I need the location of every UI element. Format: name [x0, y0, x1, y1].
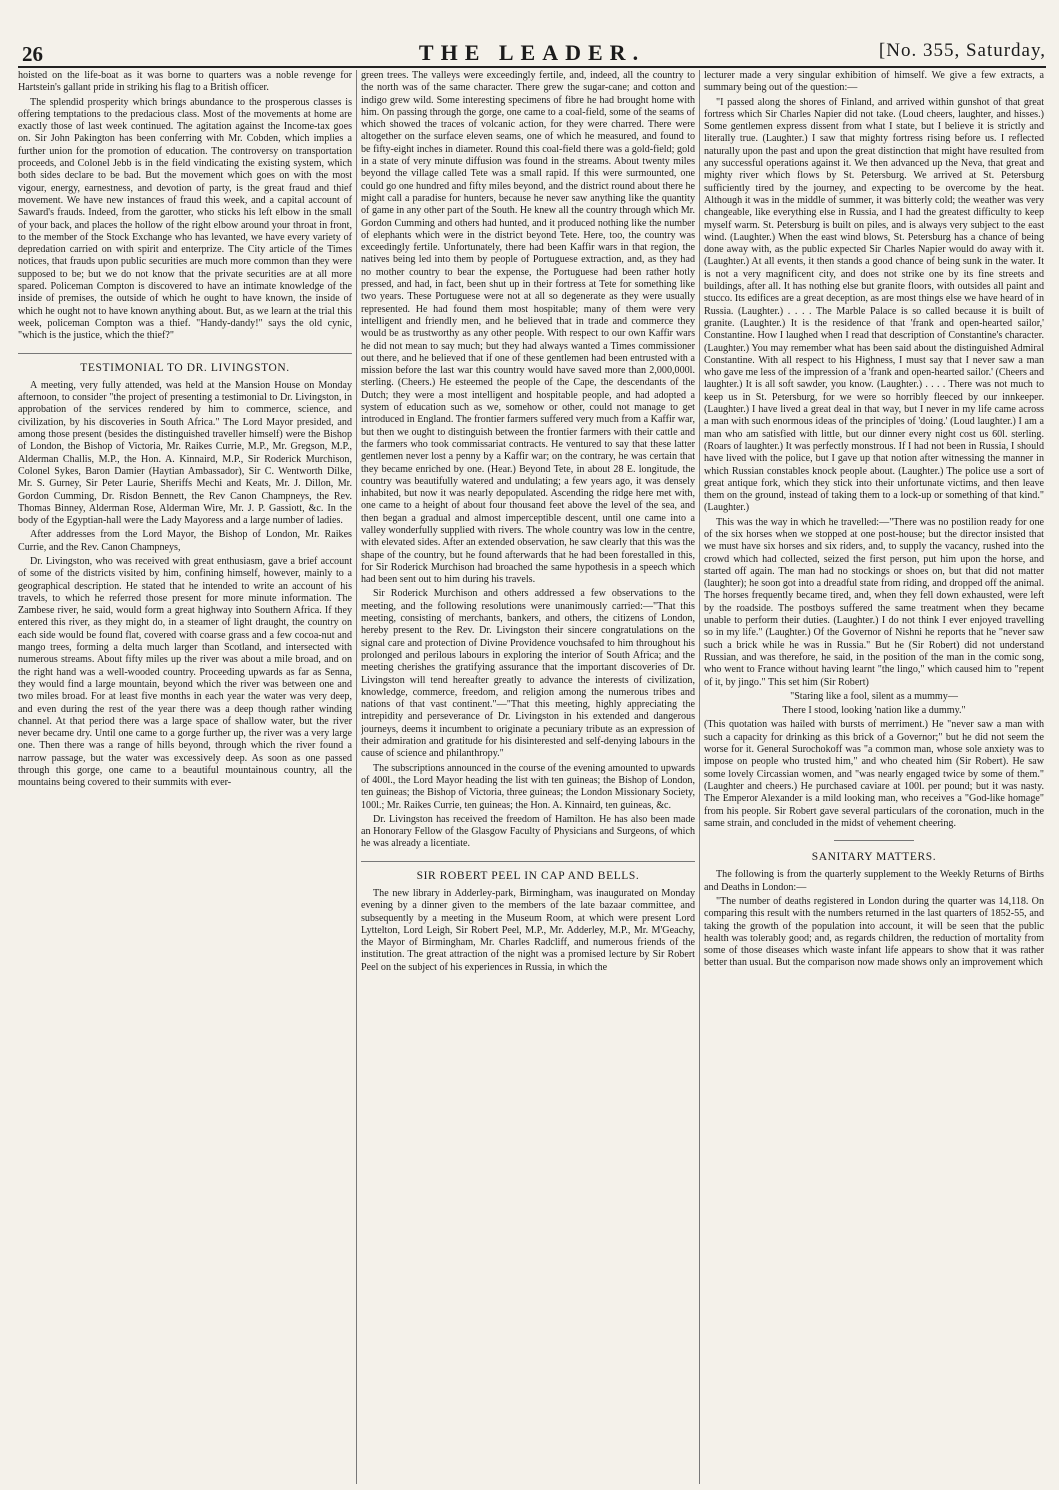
masthead: THE LEADER. — [418, 40, 646, 65]
section-title-sanitary: SANITARY MATTERS. — [811, 851, 937, 864]
article-paragraph: The subscriptions announced in the course of the evening amounted to upwards of 400l., the Lord Mayor heading the list with ten guineas; the Bishop of London, ten guineas; the Bishop of Victoria, three guineas; the London Missionary Society, 100l.; Mr. Raikes Currie, ten guineas; the Hon. A. Kinnaird, ten guineas, &c. — [361, 762, 695, 811]
page-header — [18, 40, 1046, 68]
article-paragraph: (This quotation was hailed with bursts of merriment.) He "never saw a man with such a capacity for drinking as this brick of a Governor;" but he did not seem the worse for it. General Surochokoff was "a common man, whose sole anxiety was to impose on people who trusted him," and who cheated him (Sir Robert). He saw some lovely Circassian women, and "was nearly engaged twice by some of them." (Laughter and cheers.) He purchased caviare at 100l. per pound; but it was nasty. The Emperor Alexander is a mild looking man, who receives a "God-like homage" from his people. Sir Robert gave several particulars of the coronation, much in the same strain, and concluded in the midst of vehement cheering. — [704, 719, 1044, 829]
article-paragraph: hoisted on the life-boat as it was borne to quarters was a noble revenge for Hartstein's gallant pride in striking his flag to a British officer. — [18, 70, 352, 94]
section-title-peel: SIR ROBERT PEEL IN CAP AND BELLS. — [361, 861, 695, 882]
section-divider — [834, 840, 914, 841]
article-paragraph: A meeting, very fully attended, was held at the Mansion House on Monday afternoon, to consider "the project of presenting a testimonial to Dr. Livingston, in approbation of the services rendered by him to commerce, science, and civilization, by his discoveries in South Africa." The Lord Mayor presided, and among those present (besides the distinguished traveller himself) were the Bishop of London, the Bishop of Victoria, Mr. Raikes Currie, M.P., Mr. Gregson, M.P., Alderman Challis, M.P., the Hon. A. Kinnaird, M.P., Sir Roderick Murchison, Colonel Sykes, Baron Damier (Haytian Ambassador), Sir C. Wentworth Dilke, Mr. S. Gurney, Sir Peter Laurie, Sheriffs Mechi and Keats, Mr. J. Dillon, Mr. Gordon Cumming, Dr. Risdon Bennett, the Rev Canon Champneys, the Rev. Thomas Binney, Alderman Rose, Alderman Wire, Mr. J. P. Gassiott, &c. In the body of the Egyptian-hall were the Lady Mayoress and a large number of ladies. — [18, 379, 352, 527]
column-3 — [704, 70, 1044, 1484]
column-rule — [699, 70, 700, 1484]
verse-line: "Staring like a fool, silent as a mummy— — [790, 690, 958, 702]
article-paragraph: Dr. Livingston has received the freedom of Hamilton. He has also been made an Honorary Fellow of the Glasgow Faculty of Physicians and Surgeons, of which he was already a licentiate. — [361, 813, 695, 850]
article-paragraph: "The number of deaths registered in London during the quarter was 14,118. On comparing this result with the numbers returned in the last quarters of 1852-55, and taking the growth of the population into account, it will be seen that the public health was tolerably good; and, as regards children, the reduction of mortality from some of those diseases which waste infant life appears to show that it was rather better than usual. But the comparison now made shows only an improvement which — [704, 896, 1044, 969]
article-paragraph: Dr. Livingston, who was received with great enthusiasm, gave a brief account of some of the districts visited by him, confining himself, however, mainly to a geographical description. He stated that he intended to write an account of his travels, to which he referred those present for more minute information. The Zambese river, he said, would form a great highway into Southern Africa. If they entered this river, as they might do, in a steamer of light draught, the country on each side would be found flat, covered with coarse grass and a few cocoa-nut and mango trees, forming a delta much larger than Scotland, and intersected with numerous streams. About fifty miles up the river was about a mile broad, and on the right hand was a well-wooded country. Proceeding upwards as far as Senna, they would find a large mountain, beyond which the river was between one and two miles broad. For at least five months in each year the water was very deep, and even during the rest of the year there was a deep though rather winding channel. At that period there was a large space of shallow water, but the river never became dry. Until one came to a gorge further up, the river was a very large one. Then there was a range of hills beyond, through which the river found a narrow passage, but the water was excessively deep. As soon as one passed through this gorge, one came to a beautiful mountainous country, all the mountains being covered to their summits with ever- — [18, 555, 352, 789]
column-2 — [361, 70, 695, 1484]
issue-label: [No. 355, Saturday, — [878, 40, 1046, 61]
article-paragraph: The following is from the quarterly supplement to the Weekly Returns of Births and Deaths in London:— — [704, 869, 1044, 893]
column-1 — [18, 70, 352, 1484]
article-paragraph: Sir Roderick Murchison and others addressed a few observations to the meeting, and the following resolutions were unanimously carried:—"That this meeting, consisting of merchants, bankers, and others, the citizens of London, hereby present to the Rev. Dr. Livingston their sincere congratulations on the signal care and protection of Divine Providence vouchsafed to him throughout his prolonged and perilous labours in exploring the interior of South Africa; and the meeting cherishes the gratifying assurance that the important discoveries of Dr. Livingston will tend hereafter greatly to advance the interests of civilization, knowledge, commerce, freedom, and religion among the numerous tribes and nations of that vast continent."—"That this meeting, highly appreciating the intrepidity and perseverance of Dr. Livingston in his extended and dangerous journeys, deems it incumbent to originate a pecuniary tribute as an expression of their admiration and gratitude for his disinterested and self-denying labours in the cause of science and philanthropy." — [361, 588, 695, 760]
verse-line: There I stood, looking 'nation like a dummy." — [782, 705, 966, 717]
article-paragraph: The splendid prosperity which brings abundance to the prosperous classes is offering temptations to the predacious class. Most of the movements at home are exactly those of last week continued. The agitation against the Income-tax goes on. Sir John Pakington has been conferring with Mr. Cobden, which implies a further union for the promotion of education. The controversy on transportation proceeds, and Colonel Jebb is in the field vindicating the existing system, which both sides declare to be bad. But the movement which goes on with the most vigour, energy, earnestness, and devotion of party, is the great fraud and thief movement. We have new instances of fraud this week, and a capital account of Saward's frauds. Indeed, from the garotter, who sticks his left elbow in the small of your back, and places the hollow of the right elbow around your throat in front, to the member of the Stock Exchange who has levanted, we have every variety of depredation carried on with spirit and enterprize. The City article of the Times notices, that frauds upon public securities are much more common than they were supposed to be; but we do not know that the private securities are at all more spared. Policeman Compton is discovered to have an intimate knowledge of the inside of premises, the outside of which he ought to have known, the inside of which he ought not to have known anything about. But, as we learn at the trial this week, policeman Compton was a thief. "Handy-dandy!" says the old cynic, "which is the justice, which the thief?" — [18, 96, 352, 342]
article-paragraph: After addresses from the Lord Mayor, the Bishop of London, Mr. Raikes Currie, and the Rev. Canon Champneys, — [18, 529, 352, 553]
page-number: 26 — [22, 42, 43, 66]
section-title-livingston: TESTIMONIAL TO DR. LIVINGSTON. — [18, 353, 352, 374]
article-paragraph: lecturer made a very singular exhibition of himself. We give a few extracts, a summary being out of the question:— — [704, 70, 1044, 94]
article-paragraph: green trees. The valleys were exceedingly fertile, and, indeed, all the country to the north was of the same character. There grew the sugar-cane; and cotton and indigo grew wild. Some interesting specimens of fibre he had brought home with him. On passing through the gorge, one came to a coal-field, some of the seams of which showed the traces of volcanic action, for they were charred. There were altogether on the surface eleven seams, one of which he measured, and found to be fifty-eight inches in diameter. Round this coal-field there was a gold-field; gold in a state of very minute diffusion was found in the streams. About twenty miles beyond the village called Tete was a small rapid. If this were surmounted, one could go one hundred and fifty miles beyond, and the district round about there he might call a paradise for hunters, because he never saw anything like the quantity of game in any other part of the South. He knew all the country through which Mr. Gordon Cumming and others had hunted, and it produced nothing like the number of elephants which were in the district beyond Tete. Here, too, the country was exceedingly fertile. Unfortunately, there had been Kaffir wars in that region, the natives being led into them by people of Portuguese extraction, and, as they had no mother country to bear the expense, the Portuguese had been rather hotly pressed, and had, in fact, been shut up in their fortress at Tete for something like two years. These Portuguese were not at all so degenerate as they were usually represented. He had found them most hospitable; many of them were very intelligent and friendly men, and he believed that in trade and commerce they would be as trustworthy as any other people. With respect to our own Kaffir wars he did not mean to say much; but they had always wanted a Times commissioner out there, and he believed that if one of these gentlemen had been entrusted with a mission before the last war this country would have saved more than 2,000,000l. sterling. (Cheers.) He esteemed the people of the Cape, the descendants of the Dutch; they were a most intelligent and hospitable people, and had adopted a system of education such as we, somehow or other, could not manage to get introduced in England. The frontier farmers suffered very much from a Kaffir war, but then we ought to distinguish between the frontier farmers with their cattle and the farmers who took commissariat contracts. He ventured to say that these latter gentlemen never lost a penny by a Kaffir war; on the contrary, he was certain that they became enriched by one. (Hear.) Beyond Tete, in about 28 E. longitude, the country was beautifully watered and undulating; a few years ago, it was densely inhabited, but now it was nearly depopulated. Ascending the ridge here met with, one came to a height of about four thousand feet above the level of the sea, and then began a gradual and almost imperceptible descent, until one came into a valley wonderfully supplied with rivers. The whole country was low in the centre, with elevated sides. After an extended observation, he saw clearly that this was the shape of the country, but he found afterwards that he had been forestalled in this, for Sir Roderick Murchison had broached the same hypothesis in a speech which had been sent out to him during his travels. — [361, 70, 695, 586]
article-paragraph: This was the way in which he travelled:—"There was no postilion ready for one of the six horses when we stopped at one post-house; but the director insisted that we must have six horses and six riders, and, to supply the vacancy, rushed into the crowd which had collected, seized the first person, put him upon the horse, and started off again. The man had no stockings or shoes on, but that did not matter (laughter); he soon got into a dreadful state from riding, and dropped off the animal. The horses frequently became tired, and, when they fell down exhausted, were left by the roadside. The postboys suffered the same treatment when they became unable to perform their duties. (Laughter.) I do not think I ever enjoyed travelling so in my life." (Laughter.) Of the Governor of Nishni he reports that he "never saw such a brick while he was in Russia." But he (Sir Robert) did not understand Russian, and was therefore, he said, in the position of the man in the comic song, who went to France without having learnt "the lingo," which caused him to "repent of it, by jingo." This set him (Sir Robert) — [704, 516, 1044, 688]
article-paragraph: The new library in Adderley-park, Birmingham, was inaugurated on Monday evening by a dinner given to the members of the late bazaar committee, and subsequently by a meeting in the Museum Room, at which were present Lord Lyttelton, Lord Leigh, Sir Robert Peel, M.P., Mr. Adderley, M.P., Mr. M'Geachy, the Mayor of Birmingham, Mr. Charles Radcliff, and numerous friends of the institution. The great attraction of the night was a promised lecture by Sir Robert Peel on the subject of his experiences in Russia, in which the — [361, 888, 695, 973]
article-paragraph: "I passed along the shores of Finland, and arrived within gunshot of that great fortress which Sir Charles Napier did not take. (Loud cheers, laughter, and hisses.) Some gentlemen express dissent from what I state, but I believe it is strictly and literally true. (Laughter.) I saw that mighty fortress rising before us. I reflected naturally upon the past and upon the great distinction that might have resulted from any successful operations against it. We then advanced up the Neva, that great and mighty river which flows by St. Petersburg. We arrived at St. Petersburg sufficiently tired by the journey, and expecting to be overcome by the heat. Although it was in the middle of summer, it was bitterly cold; the weather was very changeable, like everything else in Russia, and I had the greatest difficulty to keep myself warm. St. Petersburg is built on piles, and is always very subject to the east wind. (Laughter.) When the east wind blows, St. Petersburg has a chance of being done away with, as the public expected Sir Charles Napier would do away with it. (Laughter.) At all events, it then stands a good chance of being sunk in the water. It is not a very magnificent city, and does not strike one by its fine streets and buildings, after all. It has nothing else but granite floors, with outsides all paint and stucco. Its edifices are a great deception, as are most things else we have heard of in Russia. (Laughter.) . . . . The Marble Palace is so called because it is built of granite. (Laughter.) It is the residence of that 'frank and open-hearted sailor,' Constantine. How I laughed when I read that description of Constantine's character. (Laughter.) You may remember what has been said about the distinguished Admiral Constantine. With all respect to his Highness, I must say that I never saw a man who gave me less of the impression of a 'frank and open-hearted sailor.' (Cheers and laughter.) It is all soft sawder, you know. (Laughter.) . . . . There was not much to keep us in St. Petersburg, for we were so horribly fleeced by our innkeeper. (Laughter.) I have lived a great deal in that way, but I never in my life came across a man with such enormous ideas of the principles of 'doing.' (Loud laughter.) I am a man who am satisfied with little, but our dinner every night cost us 60l. sterling. (Roars of laughter.) It was perfectly monstrous. If I had not been in Russia, I should have lived with the police, but I gave up that notion after witnessing the manner in which Russian constables knock people about. (Laughter.) The police use a sort of great antique fork, which they stick into their unfortunate victims, and then leave them on the ground, instead of taking them to a lock-up or something of that kind." (Laughter.) — [704, 96, 1044, 514]
column-rule — [356, 70, 357, 1484]
